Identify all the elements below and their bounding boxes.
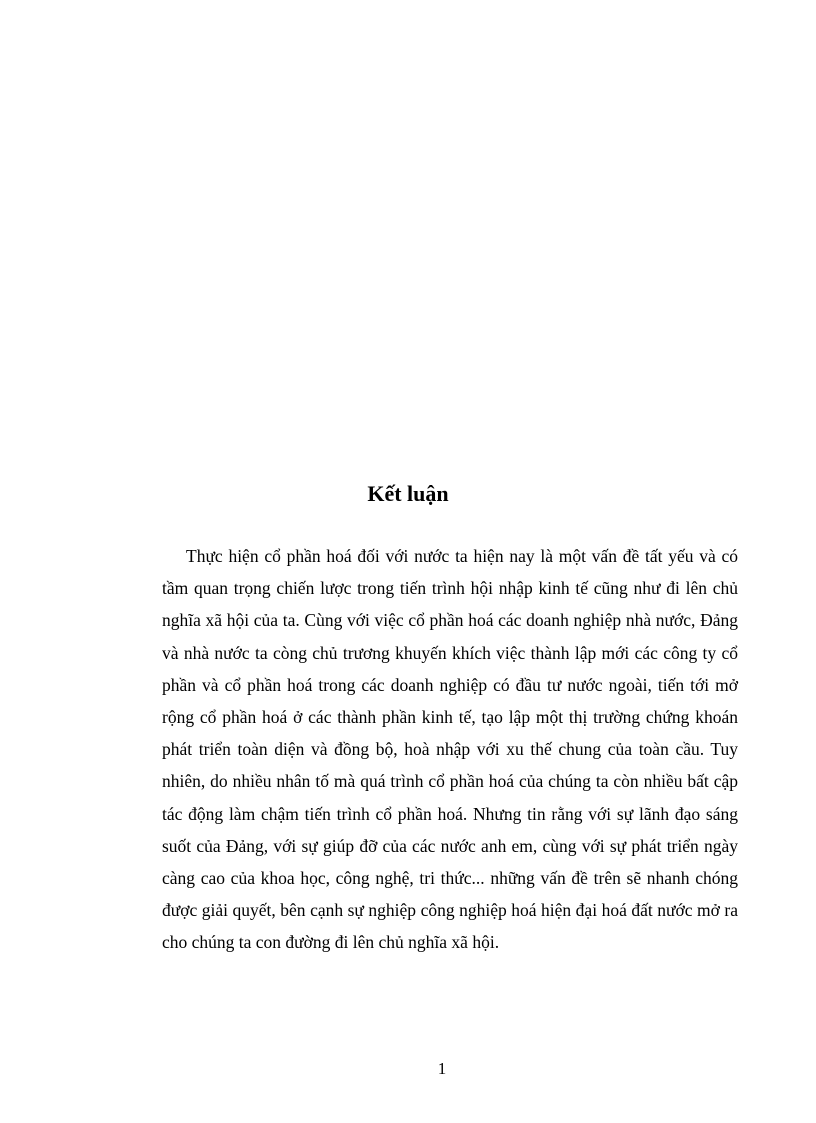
- conclusion-paragraph: Thực hiện cổ phần hoá đối với nước ta hiện nay là một vấn đề tất yếu và có tầm quan trọng chiến lược trong tiến trình hội nhập kinh tế cũng như đi lên chủ nghĩa xã hội của ta. Cùng với việc cổ phần hoá các doanh nghiệp nhà nước, Đảng và nhà nước ta còng chủ trương khuyến khích việc thành lập mới các công ty cổ phần và cổ phần hoá trong các doanh nghiệp có đầu tư nước ngoài, tiến tới mở rộng cổ phần hoá ở các thành phần kinh tế, tạo lập một thị trường chứng khoán phát triển toàn diện và đồng bộ, hoà nhập với xu thế chung của toàn cầu. Tuy nhiên, do nhiều nhân tố mà quá trình cổ phần hoá của chúng ta còn nhiều bất cập tác động làm chậm tiến trình cổ phần hoá. Nhưng tin rằng với sự lãnh đạo sáng suốt của Đảng, với sự giúp đỡ của các nước anh em, cùng với sự phát triển ngày càng cao của khoa học, công nghệ, tri thức... những vấn đề trên sẽ nhanh chóng được giải quyết, bên cạnh sự nghiệp công nghiệp hoá hiện đại hoá đất nước mở ra cho chúng ta con đường đi lên chủ nghĩa xã hội.: [162, 546, 738, 953]
- page-number: 1: [437, 1059, 447, 1078]
- page-title: Kết luận: [367, 481, 449, 506]
